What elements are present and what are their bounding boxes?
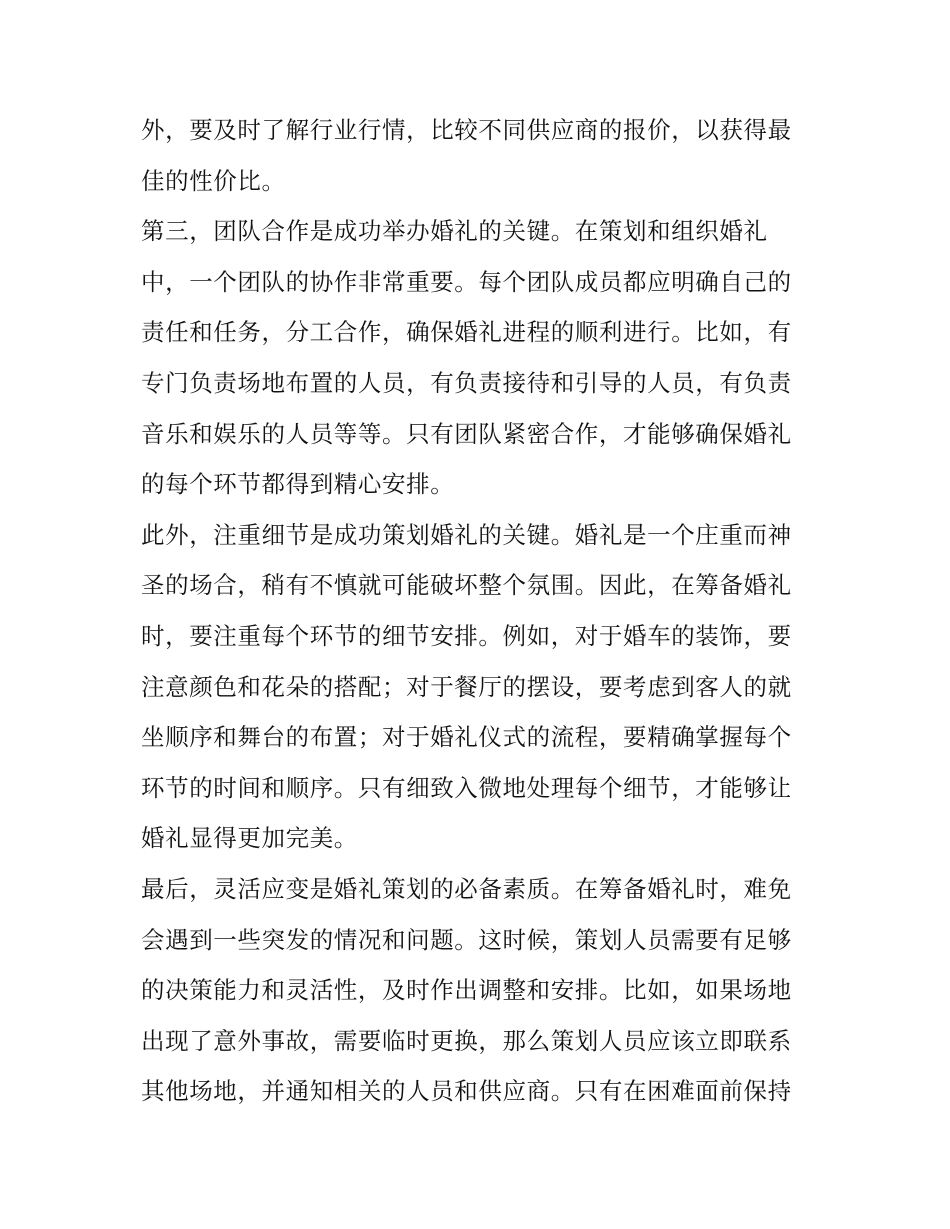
paragraph-2	[141, 206, 813, 510]
text-line: 第三，团队合作是成功举办婚礼的关键。在策划和组织婚礼	[141, 217, 768, 246]
text-line: 的决策能力和灵活性，及时作出调整和安排。比如，如果场地	[141, 976, 792, 1005]
text-line: 的每个环节都得到精心安排。	[141, 470, 455, 499]
text-line: 最后，灵活应变是婚礼策划的必备素质。在筹备婚礼时，难免	[141, 874, 792, 903]
text-line: 婚礼显得更加完美。	[141, 824, 358, 853]
text-line: 环节的时间和顺序。只有细致入微地处理每个细节，才能够让	[141, 773, 792, 802]
text-line: 时，要注重每个环节的细节安排。例如，对于婚车的装饰，要	[141, 621, 792, 650]
paragraph-4	[141, 864, 813, 1117]
text-line: 中，一个团队的协作非常重要。每个团队成员都应明确自己的	[141, 267, 792, 296]
text-line: 外，要及时了解行业行情，比较不同供应商的报价，以获得最	[141, 116, 792, 144]
text-line: 专门负责场地布置的人员，有负责接待和引导的人员，有负责	[141, 368, 792, 397]
text-line: 音乐和娱乐的人员等等。只有团队紧密合作，才能够确保婚礼	[141, 419, 792, 448]
text-line: 佳的性价比。	[141, 166, 286, 195]
text-line: 注意颜色和花朵的搭配；对于餐厅的摆设，要考虑到客人的就	[141, 672, 792, 701]
text-line: 会遇到一些突发的情况和问题。这时候，策划人员需要有足够	[141, 925, 792, 954]
text-line: 其他场地，并通知相关的人员和供应商。只有在困难面前保持	[141, 1077, 792, 1106]
text-line: 责任和任务，分工合作，确保婚礼进程的顺利进行。比如，有	[141, 318, 792, 347]
paragraph-3	[141, 510, 813, 864]
text-line: 圣的场合，稍有不慎就可能破坏整个氛围。因此，在筹备婚礼	[141, 571, 792, 600]
document-body	[141, 105, 813, 1117]
text-line: 出现了意外事故，需要临时更换，那么策划人员应该立即联系	[141, 1026, 792, 1055]
text-line: 坐顺序和舞台的布置；对于婚礼仪式的流程，要精确掌握每个	[141, 723, 792, 752]
paragraph-1	[141, 105, 813, 206]
text-line: 此外，注重细节是成功策划婚礼的关键。婚礼是一个庄重而神	[141, 520, 792, 549]
